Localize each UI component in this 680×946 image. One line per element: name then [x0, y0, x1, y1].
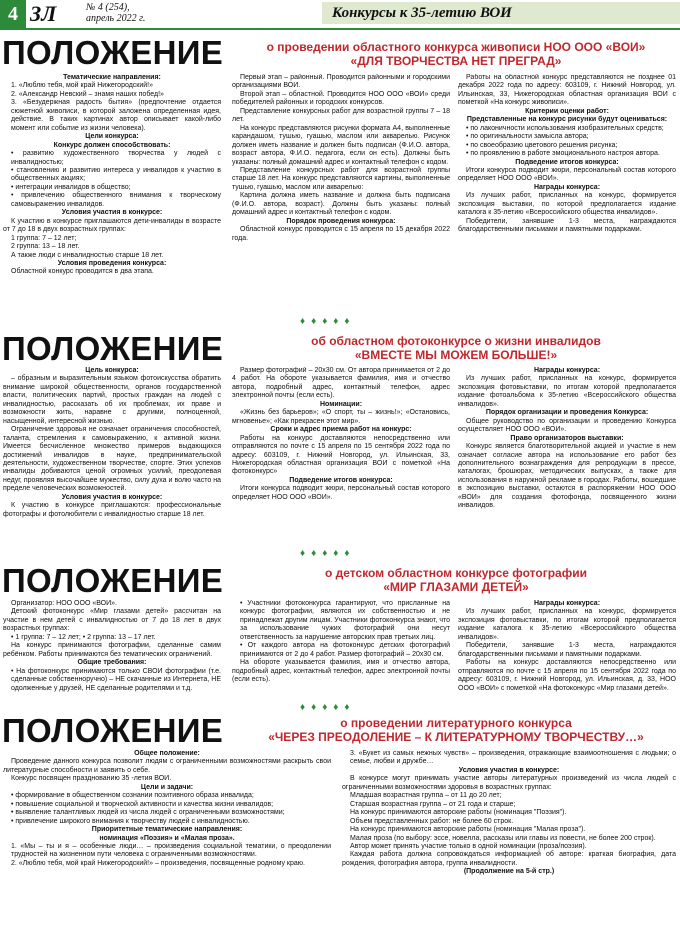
numbered-item: 3. «Букет из самых нежных чувств» – произведения, отражающие взаимоотношения с людьми; о семье, любви и дружбе…: [350, 750, 676, 766]
section-2-title-line1: об областном фотоконкурсе о жизни инвалидов: [311, 334, 601, 348]
section-4-title: [232, 716, 680, 744]
page-number: 4: [0, 0, 26, 28]
paragraph: А также люди с инвалидностью старше 18 лет.: [11, 251, 164, 259]
bullet-item: • формирование в общественном сознании позитивного образа инвалида;: [11, 792, 254, 800]
bullet-item: • становлению и развитию интереса у инвалидов к участию в общественных акциях;: [11, 166, 221, 183]
paragraph: Работы на конкурс доставляются непосредственно или отправляются по почте с 15 апреля по 15 сентября 2022 года по адресу: 603109, г. Нижний Новгород, ул. Ильинская, 33, Нижегородская областная организация ВОИ с пометкой «На фотоконкурс»: [232, 434, 450, 476]
section-3-col-3: [458, 600, 676, 705]
bullet-item: • выявление талантливых людей из числа людей с ограниченными возможностями;: [11, 809, 285, 817]
issue-date: апрель 2022 г.: [86, 13, 146, 24]
paragraph: Победители, занявшие 1-3 места, награждаются благодарственными письмами и памятными подарками.: [458, 642, 676, 658]
paragraph: 1 группа: 7 – 12 лет;: [11, 234, 77, 242]
header-divider: [0, 28, 680, 30]
section-3-title-line1: о детском областном конкурсе фотографии: [325, 566, 587, 580]
paragraph: Итоги конкурса подводит жюри, персональный состав которого определяет НОО ООО «ВОИ».: [232, 485, 450, 501]
paragraph: Из лучших работ, присланных на конкурс, формируется экспозиция выставки, по которой предполагается издание каталога к 35-летию «Всероссийского общества инвалидов».: [458, 192, 676, 217]
paragraph: 2 группа: 13 – 18 лет.: [11, 243, 80, 251]
paragraph: Размер фотографий – 20х30 см. От автора принимается от 2 до 4 работ. На обороте указывается фамилия, имя и отчество автора, подробный адрес, контактный телефон, адрес электронной почты (если есть).: [232, 367, 450, 400]
section-2-title-line2: «ВМЕСТЕ МЫ МОЖЕМ БОЛЬШЕ!»: [354, 348, 558, 362]
divider-ornament-1: ♦♦♦♦♦: [300, 316, 356, 327]
paragraph: На конкурс принимаются авторские работы (номинация "Поэзия").: [350, 809, 567, 817]
section-1-col-1: [3, 74, 221, 312]
divider-ornament-2: ♦♦♦♦♦: [300, 548, 356, 559]
paragraph: На конкурс принимаются авторские работы (номинация "Малая проза").: [350, 826, 586, 834]
paragraph: На конкурс принимаются фотографии, сделанные самим ребёнком. Работы принимаются без тематических ограничений.: [3, 642, 221, 658]
bullet-item: • развитию художественного творчества у людей с инвалидностью;: [11, 150, 221, 166]
section-3-title-line2: «МИР ГЛАЗАМИ ДЕТЕЙ»: [383, 580, 529, 594]
subheading: Представленные на конкурс рисунки будут оцениваться:: [466, 116, 668, 124]
subheading: Награды конкурса:: [533, 600, 601, 607]
bullet-item: • Участники фотоконкурса гарантируют, что присланные на конкурс фотографии, являются их собственностью и не принадлежат другим лицам. Участники фотоконкурса знают, что за использование чужих фотографий они несут ответственность за нарушение авторских прав третьих лиц.: [240, 600, 450, 641]
paragraph: К участию в конкурсе приглашаются дети-инвалиды в возрасте от 7 до 18 в двух возрастных группах:: [3, 217, 221, 234]
paragraph: Итоги конкурса подводит жюри, персональный состав которого определяет НОО ООО «ВОИ».: [458, 166, 676, 183]
subheading: Порядок организации и проведения Конкурса:: [485, 409, 649, 417]
paragraph: Детский фотоконкурс «Мир глазами детей» рассчитан на участие в нем детей с инвалидностью от 7 до 18 лет в двух возрастных группах:: [3, 608, 221, 633]
paragraph: В конкурсе могут принимать участие авторы литературных произведений из числа людей с ограниченными возможностями здоровья в возрастных группах:: [342, 775, 676, 791]
paragraph: Областной конкурс проводится в два этапа.: [11, 268, 154, 276]
bullet-item: • по проявлению в работе эмоционального настроя автора.: [466, 150, 660, 158]
paragraph: Работы на конкурс доставляются непосредственно или отправляются по почте с 15 апреля по 15 сентября 2022 года по адресу: 603109, г. Нижний Новгород, ул. Ильинская, д. 33, НОО ООО «ВОИ» с пометкой «На фотоконкурс «Мир глазами детей».: [458, 659, 676, 692]
section-3-heading: ПОЛОЖЕНИЕ: [2, 562, 224, 599]
bullet-item: • повышение социальной и творческой активности и качества жизни инвалидов;: [11, 800, 274, 808]
rubric-title: Конкурсы к 35-летию ВОИ: [322, 2, 680, 24]
paragraph: На конкурс представляются рисунки формата А4, выполненные карандашом, тушью, гуашью, маслом или акварелью. Рисунок должен иметь название и должен быть подписан (Ф.И.О. автора, возраст автора, Ф.И.О. педагога, если он есть). Должны быть указаны: полный домашний адрес и контактный телефон с кодом.: [232, 124, 450, 166]
subheading: Условия участия в конкурсе:: [61, 493, 163, 501]
section-2-col-2: [232, 367, 450, 547]
section-1-heading: ПОЛОЖЕНИЕ: [2, 34, 224, 71]
subheading: Порядок проведения конкурса:: [286, 217, 396, 225]
paragraph: Конкурс является благотворительной акцией и участие в нем означает согласие автора на использование его работ без дополнительного вознаграждения для репродукции в прессе, каталогах, брошюрах, методических выпусках, а также для использования в наружной рекламе в городах. Работы, вошедшие в экспозицию выставки, остаются в распоряжении НОО ООО «ВОИ» для создания фотофонда, посвященного жизни инвалидов.: [458, 443, 676, 510]
numbered-item: 1. «Мы – ты и я – особенные люди… – произведения социальной тематики, о преодолении трудностей на жизненном пути человека с ограниченными возможностями.: [11, 842, 331, 859]
paragraph: Объем представленных работ: не более 60 строк.: [350, 817, 514, 825]
bullet-item: • 1 группа: 7 – 12 лет; • 2 группа: 13 – 17 лет.: [11, 633, 156, 641]
section-2-heading: ПОЛОЖЕНИЕ: [2, 330, 224, 367]
subheading: Цели и задачи:: [140, 783, 194, 791]
section-2-col-3: [458, 367, 676, 547]
numbered-item: 2. «Александр Невский – знамя наших побед!»: [11, 90, 164, 98]
subheading: Тематические направления:: [63, 74, 161, 81]
bullet-item: • привлечение широкого внимания к творчеству людей с инвалидностью.: [11, 817, 250, 825]
subheading: Приоритетные тематические направления:: [91, 826, 243, 834]
continuation-note: (Продолжение на 5-й стр.): [463, 868, 555, 876]
section-1-title-line1: о проведении областного конкурса живописи НОО ООО «ВОИ»: [266, 40, 646, 54]
section-3-col-2: [232, 600, 450, 705]
section-4-col-2: [342, 750, 676, 944]
paragraph: Автор может принять участие только в одной номинации (проза/поэзия).: [350, 842, 587, 850]
subheading: Номинации:: [319, 400, 363, 408]
divider-ornament-3: ♦♦♦♦♦: [300, 702, 356, 713]
subheading: номинация «Поэзия» и «Малая проза».: [99, 834, 235, 842]
section-4-col-1: [3, 750, 331, 944]
numbered-item: 1. «Люблю тебя, мой край Нижегородский!»: [11, 82, 154, 90]
subheading: Условия участия в конкурсе:: [458, 766, 560, 774]
subheading: Подведение итогов конкурса:: [515, 158, 619, 166]
paragraph: «Жизнь без барьеров»; «О спорт, ты – жизнь!»; «Остановись, мгновенье»; «Как прекрасен этот мир».: [232, 409, 450, 425]
numbered-item: 3. «Безудержная радость бытия» (предпочтение отдается сюжетной живописи, в которой заложена определенная идея, действие. В таких картинах автор описывает какой-либо момент или событие из жизни человека).: [11, 99, 221, 132]
paragraph: Малая проза (по выбору: эссе, новелла, рассказы или главы из повести, не более 200 строк).: [350, 834, 656, 842]
paragraph: К участию в конкурсе приглашаются: профессиональные фотографы и фотолюбители с инвалидностью старше 18 лет.: [3, 502, 221, 518]
newspaper-logo: ЗЛ: [30, 1, 57, 26]
section-4-title-line2: «ЧЕРЕЗ ПРЕОДОЛЕНИЕ – К ЛИТЕРАТУРНОМУ ТВОРЧЕСТВУ…»: [268, 730, 644, 744]
paragraph: На обороте указывается фамилия, имя и отчество автора, подробный адрес, контактный телефон, адрес электронной почты (если есть).: [232, 659, 450, 684]
paragraph: Представление конкурсных работ для возрастной группы 7 – 18 лет.: [232, 107, 450, 124]
paragraph: Из лучших работ, присланных на конкурс, формируется экспозиция фотовыставки, по итогам которой предполагается издание каталога к 35-летию «Всероссийского общества инвалидов».: [458, 608, 676, 641]
section-4-title-line1: о проведении литературного конкурса: [340, 716, 572, 730]
paragraph: Организатор: НОО ООО «ВОИ».: [11, 600, 117, 607]
section-1-title: [232, 40, 680, 68]
paragraph: Областной конкурс проводится с 15 апреля по 15 декабря 2022 года.: [232, 226, 450, 242]
section-1-col-3: [458, 74, 676, 312]
page-header: [0, 0, 680, 28]
bullet-item: • по оригинальности замысла автора;: [466, 133, 589, 141]
section-3-title: [232, 566, 680, 594]
subheading: Условия проведения конкурса:: [57, 259, 167, 267]
paragraph: Конкурс посвящен празднованию 35 -летия ВОИ.: [11, 775, 172, 783]
paragraph: Первый этап – районный. Проводится районными и городскими организациями ВОИ.: [232, 74, 450, 90]
paragraph: Картина должна иметь название и должна быть подписана (Ф.И.О. автора, возраст). Должны быть указаны: полный домашний адрес и контактный телефон с кодом.: [232, 192, 450, 217]
paragraph: – образным и выразительным языком фотоискусства обратить внимание широкой общественности, органов государственной власти, политических партий, простых граждан на людей с инвалидностью, рассказать об их проблемах, их праве и возможности жить, наравне с другими, полноценной, насыщенной, интересной жизнью.: [3, 375, 221, 425]
paragraph: Ограничение здоровья не означает ограничения способностей, таланта, стремления к самовыражению, к активной жизни. Имеется бесчисленное множество примеров выдающихся достижений инвалидов в науке, предпринимательской деятельности, художественном творчестве, спорте. Этих успехов инвалиды добиваются ценой огромных усилий, преодолевая недуг, проявляя высочайшее мужество, силу духа и волю часто на пределе человеческих возможностей.: [3, 426, 221, 493]
section-1-col-2: [232, 74, 450, 312]
bullet-item: • интеграции инвалидов в общество;: [11, 183, 131, 191]
paragraph: Проведение данного конкурса позволит людям с ограниченными возможностями раскрыть свои литературные способности и заявить о себе.: [3, 758, 331, 774]
subheading: Подведение итогов конкурса:: [289, 476, 393, 484]
subheading: Общее положение:: [134, 750, 200, 757]
bullet-item: • по лаконичности использования изобразительных средств;: [466, 124, 664, 132]
section-1-title-line2: «ДЛЯ ТВОРЧЕСТВА НЕТ ПРЕГРАД»: [350, 54, 562, 68]
paragraph: Победители, занявшие 1-3 места, награждаются благодарственными письмами и памятными подарками.: [458, 217, 676, 234]
subheading: Конкурс должен способствовать:: [53, 141, 171, 149]
subheading: Цели конкурса:: [85, 133, 139, 141]
numbered-item: 2. «Люблю тебя, мой край Нижегородский!» – произведения, посвященные родному краю.: [11, 859, 305, 867]
bullet-item: • привлечению общественного внимания к творческому самовыражению инвалидов.: [11, 192, 221, 208]
paragraph: Старшая возрастная группа – от 21 года и старше;: [350, 800, 516, 808]
subheading: Условия участия в конкурсе:: [61, 209, 163, 217]
bullet-item: • От каждого автора на фотоконкурс детских фотографий принимаются от 2 до 4 работ. Размер фотографий – 20х30 см.: [240, 642, 450, 658]
subheading: Награды конкурса:: [533, 183, 601, 191]
subheading: Цель конкурса:: [85, 367, 139, 374]
section-4-heading: ПОЛОЖЕНИЕ: [2, 712, 224, 749]
issue-info: [86, 2, 145, 24]
paragraph: Второй этап – областной. Проводится НОО ООО «ВОИ» среди победителей районных и городских конкурсов.: [232, 90, 450, 107]
bullet-item: • по своеобразию цветового решения рисунка;: [466, 141, 618, 149]
paragraph: Представление конкурсных работ для возрастной группы старше 18 лет. На конкурс представляются картины, выполненные тушью, гуашью, маслом или акварелью:: [232, 166, 450, 191]
section-3-col-1: [3, 600, 221, 705]
paragraph: Из лучших работ, присланных на конкурс, формируется экспозиция фотовыставки, по итогам которой предполагается издание фотоальбома к 35-летию «Всероссийского общества инвалидов».: [458, 375, 676, 408]
subheading: Сроки и адрес приема работ на конкурс:: [270, 426, 412, 434]
issue-number: № 4 (254),: [86, 2, 130, 13]
bullet-item: • На фотоконкурс принимаются только СВОИ фотографии (т.е. сделанные собственноручно) – НЕ скачанные из Интернета, НЕ одолженные у друзей, НЕ сделанные родителями и т.д.: [11, 667, 221, 692]
section-2-col-1: [3, 367, 221, 547]
paragraph: Каждая работа должна сопровождаться информацией об авторе: краткая биография, дата рождения, фотография автора, группа инвалидности.: [342, 851, 676, 867]
paragraph: Младшая возрастная группа – от 11 до 20 лет;: [350, 792, 502, 800]
subheading: Критерии оценки работ:: [525, 107, 609, 115]
paragraph: Работы на областной конкурс представляются не позднее 01 декабря 2022 года по адресу: 603109, г. Нижний Новгород, ул. Ильинская, 33, Нижегородская областная организация ВОИ с пометкой «На конкурс живописи».: [458, 74, 676, 107]
subheading: Общие требования:: [77, 659, 147, 667]
subheading: Награды конкурса:: [533, 367, 601, 374]
subheading: Право организаторов выставки:: [510, 434, 624, 442]
paragraph: Общее руководство по организации и проведению Конкурса осуществляет НОО ООО «ВОИ».: [458, 417, 676, 434]
section-2-title: [232, 334, 680, 362]
